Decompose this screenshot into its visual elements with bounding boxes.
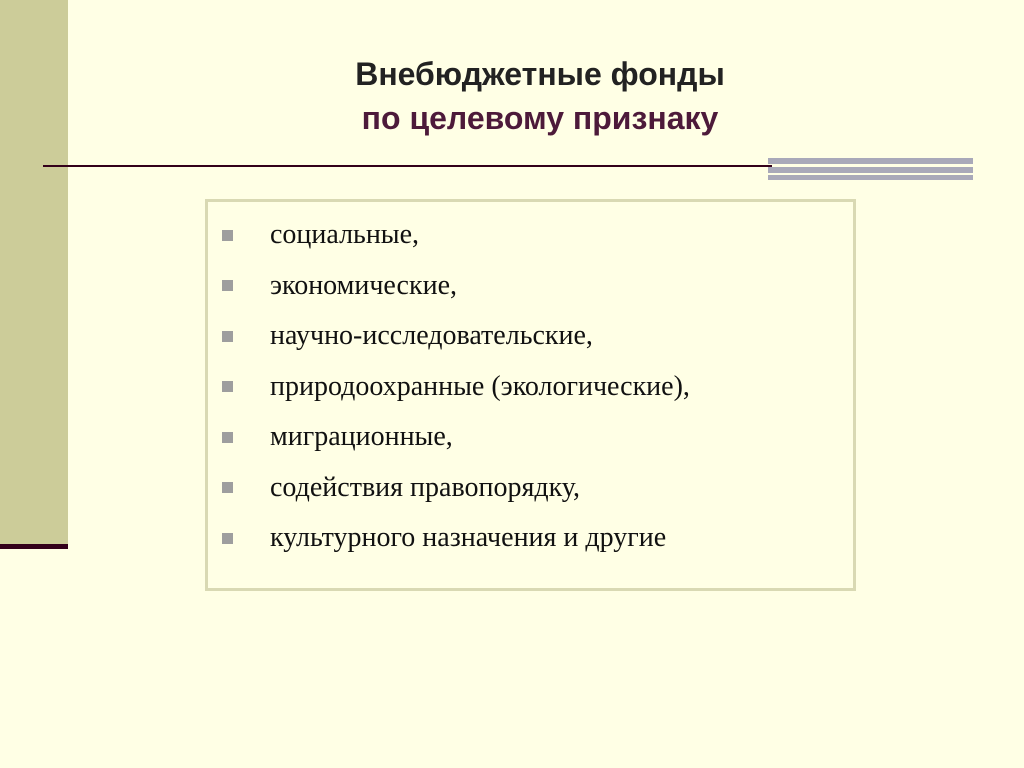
square-bullet-icon	[222, 482, 233, 493]
square-bullet-icon	[222, 381, 233, 392]
list-item-label: экономические,	[270, 269, 458, 301]
divider-accent-stripes	[768, 158, 973, 181]
list-item	[222, 261, 690, 312]
content-box	[205, 199, 856, 591]
square-bullet-icon	[222, 331, 233, 342]
list-item	[222, 362, 690, 413]
bullet-list	[222, 210, 690, 564]
title-line-1: Внебюджетные фонды	[355, 56, 725, 92]
list-item-label: содействия правопорядку,	[270, 471, 580, 503]
square-bullet-icon	[222, 432, 233, 443]
title-line-2: по целевому признаку	[361, 100, 719, 136]
list-item-label: культурного назначения и другие	[270, 522, 667, 554]
list-item	[222, 513, 690, 564]
accent-stripe	[768, 158, 973, 164]
list-item	[222, 210, 690, 261]
left-decorative-band	[0, 0, 68, 545]
left-band-underline	[0, 544, 68, 549]
list-item-label: природоохранные (экологические),	[270, 370, 690, 402]
accent-stripe	[768, 167, 973, 173]
square-bullet-icon	[222, 280, 233, 291]
list-item-label: научно-исследовательские,	[270, 320, 593, 352]
accent-stripe	[768, 175, 973, 180]
list-item-label: миграционные,	[270, 421, 453, 453]
list-item	[222, 463, 690, 514]
list-item-label: социальные,	[270, 219, 420, 251]
list-item	[222, 412, 690, 463]
title-divider	[43, 165, 772, 167]
square-bullet-icon	[222, 230, 233, 241]
slide-title	[240, 52, 840, 140]
list-item	[222, 311, 690, 362]
square-bullet-icon	[222, 533, 233, 544]
